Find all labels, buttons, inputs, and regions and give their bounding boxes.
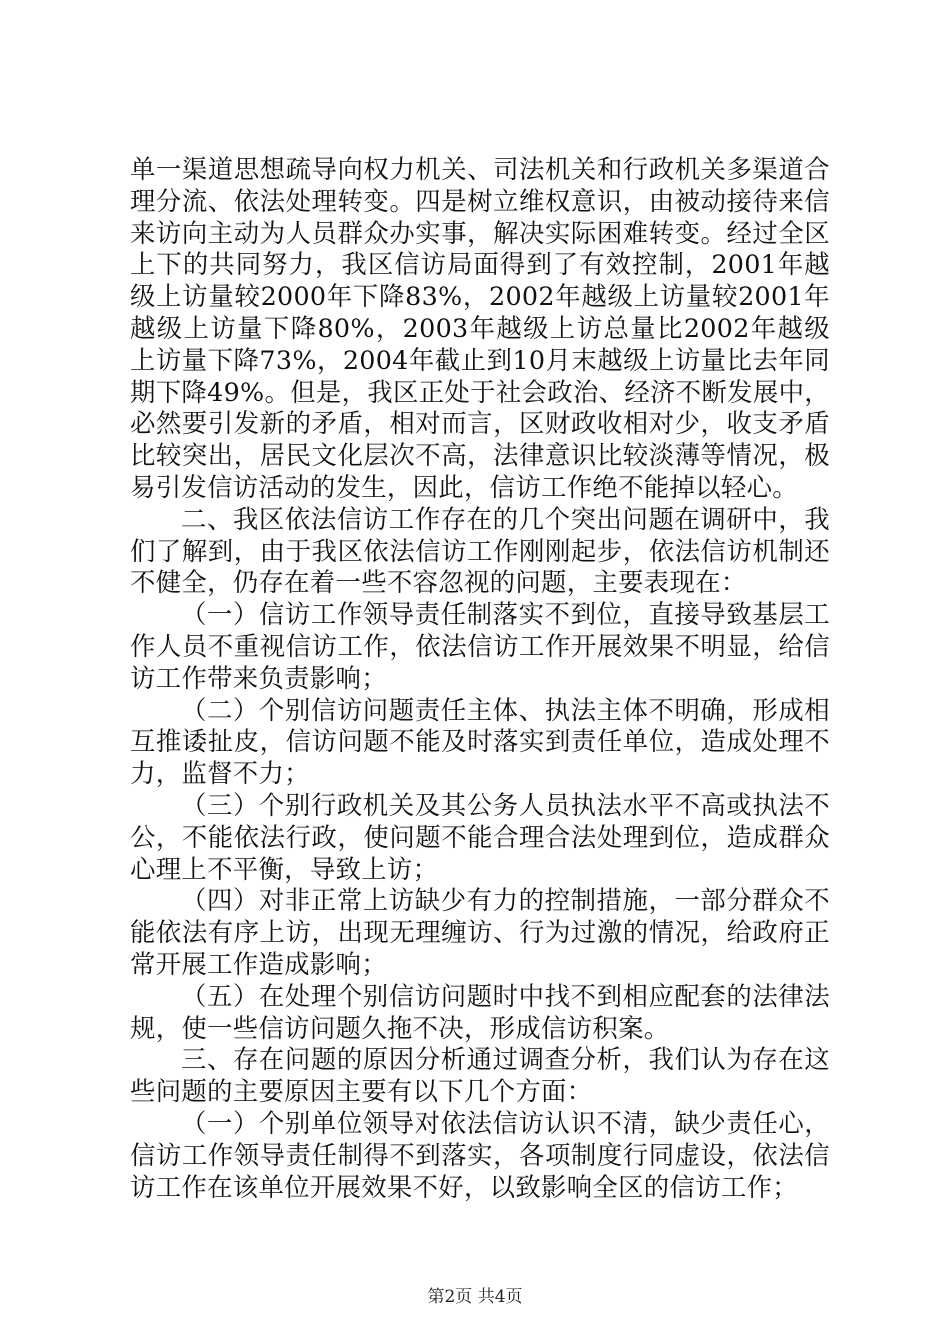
problem-item-1: （一）信访工作领导责任制落实不到位，直接导致基层工作人员不重视信访工作，依法信访工作开展效果不明显，给信访工作带来负责影响； (130, 599, 830, 693)
paragraph-continuation: 单一渠道思想疏导向权力机关、司法机关和行政机关多渠道合理分流、依法处理转变。四是树立维权意识，由被动接待来信来访向主动为人员群众办实事，解决实际困难转变。经过全区上下的共同努力，我区信访局面得到了有效控制，2001年越级上访量较2000年下降83%，2002年越级上访量较2001年越级上访量下降80%，2003年越级上访总量比2002年越级上访量下降73%，2004年截止到10月末越级上访量比去年同期下降49%。但是，我区正处于社会政治、经济不断发展中，必然要引发新的矛盾，相对而言，区财政收相对少，收支矛盾比较突出，居民文化层次不高，法律意识比较淡薄等情况，极易引发信访活动的发生，因此，信访工作绝不能掉以轻心。 (130, 154, 830, 502)
section-heading-problems: 二、我区依法信访工作存在的几个突出问题在调研中，我们了解到，由于我区依法信访工作刚刚起步，依法信访机制还不健全，仍存在着一些不容忽视的问题，主要表现在： (130, 503, 830, 598)
problem-item-3: （三）个别行政机关及其公务人员执法水平不高或执法不公，不能依法行政，使问题不能合理合法处理到位，造成群众心理上不平衡，导致上访； (130, 789, 830, 884)
problem-item-4: （四）对非正常上访缺少有力的控制措施，一部分群众不能依法有序上访，出现无理缠访、行为过激的情况，给政府正常开展工作造成影响； (130, 885, 830, 979)
page-footer: 第2页 共4页 (427, 1287, 523, 1307)
section-heading-causes: 三、存在问题的原因分析通过调查分析，我们认为存在这些问题的主要原因主要有以下几个方面： (130, 1044, 830, 1107)
problem-item-2: （二）个别信访问题责任主体、执法主体不明确，形成相互推诿扯皮，信访问题不能及时落实到责任单位，造成处理不力，监督不力； (130, 694, 830, 789)
document-body (130, 154, 830, 1203)
cause-item-1: （一）个别单位领导对依法信访认识不清，缺少责任心，信访工作领导责任制得不到落实，各项制度行同虚设，依法信访工作在该单位开展效果不好，以致影响全区的信访工作； (130, 1107, 830, 1202)
problem-item-5: （五）在处理个别信访问题时中找不到相应配套的法律法规，使一些信访问题久拖不决，形成信访积案。 (130, 980, 830, 1043)
